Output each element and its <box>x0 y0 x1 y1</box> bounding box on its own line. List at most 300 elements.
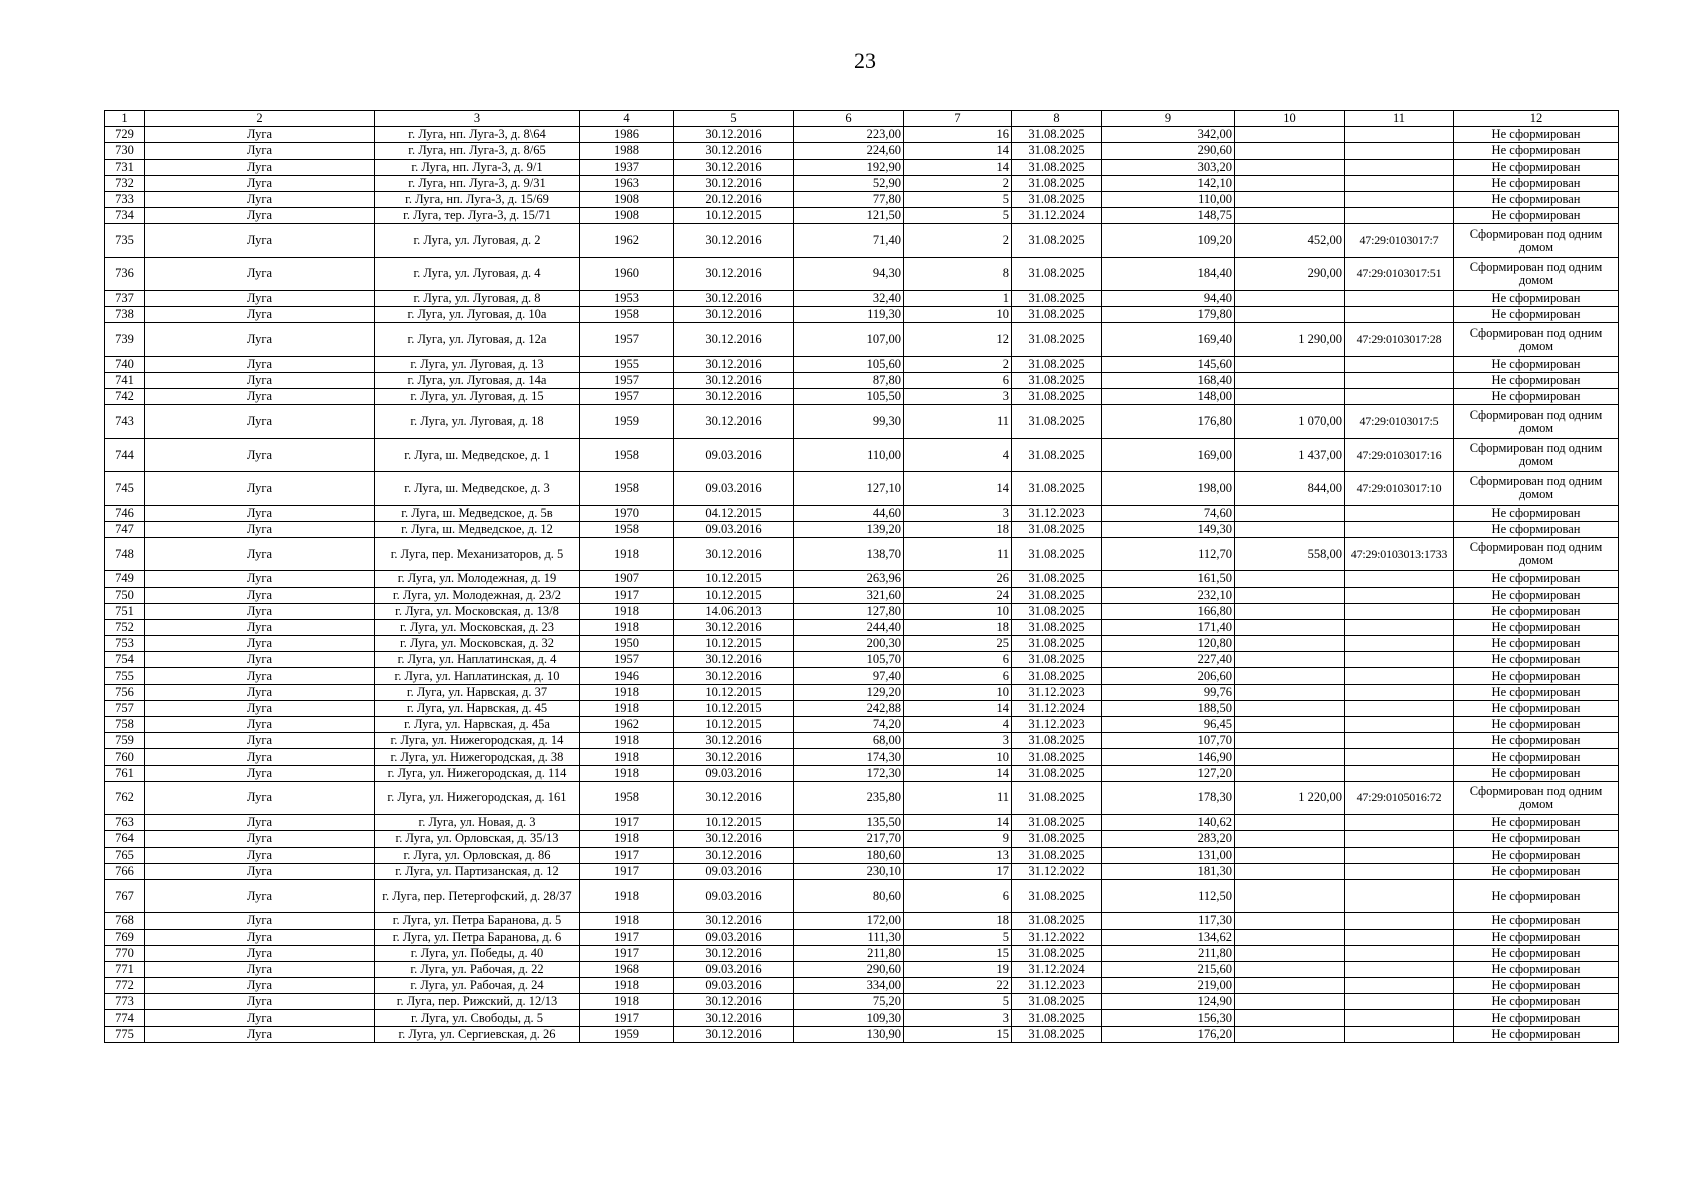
cadastral-number-cell: 47:29:0103017:16 <box>1345 438 1454 471</box>
address-cell: г. Луга, ул. Луговая, д. 10а <box>375 307 580 323</box>
year-built-cell: 1917 <box>580 587 674 603</box>
year-built-cell: 1918 <box>580 749 674 765</box>
land-status-cell: Не сформирован <box>1454 961 1619 977</box>
address-cell: г. Луга, ул. Сергиевская, д. 26 <box>375 1026 580 1042</box>
deadline-date-cell: 31.08.2025 <box>1012 175 1102 191</box>
land-status-cell: Сформирован под одним домом <box>1454 224 1619 257</box>
address-cell: г. Луга, ул. Орловская, д. 86 <box>375 847 580 863</box>
address-cell: г. Луга, ул. Луговая, д. 15 <box>375 389 580 405</box>
land-area-cell: 558,00 <box>1235 537 1345 570</box>
land-status-cell: Не сформирован <box>1454 571 1619 587</box>
settlement-cell: Луга <box>145 191 375 207</box>
land-status-cell: Не сформирован <box>1454 603 1619 619</box>
area-cell: 223,00 <box>794 127 904 143</box>
date-cell: 30.12.2016 <box>674 537 794 570</box>
column-header: 1 <box>105 111 145 127</box>
table-row <box>105 879 1619 912</box>
land-area-cell <box>1235 749 1345 765</box>
table-row <box>105 765 1619 781</box>
year-built-cell: 1908 <box>580 191 674 207</box>
settlement-cell: Луга <box>145 175 375 191</box>
land-area-cell <box>1235 619 1345 635</box>
land-status-cell: Сформирован под одним домом <box>1454 537 1619 570</box>
area-cell: 105,70 <box>794 652 904 668</box>
deadline-date-cell: 31.08.2025 <box>1012 257 1102 290</box>
cadastral-number-cell: 47:29:0103017:10 <box>1345 472 1454 505</box>
settlement-cell: Луга <box>145 438 375 471</box>
date-cell: 09.03.2016 <box>674 472 794 505</box>
deadline-date-cell: 31.12.2023 <box>1012 684 1102 700</box>
area-cell: 321,60 <box>794 587 904 603</box>
table-row <box>105 929 1619 945</box>
settlement-cell: Луга <box>145 781 375 814</box>
table-row <box>105 619 1619 635</box>
address-cell: г. Луга, ул. Луговая, д. 13 <box>375 356 580 372</box>
residents-count-cell: 11 <box>904 537 1012 570</box>
area-cell: 75,20 <box>794 994 904 1010</box>
year-built-cell: 1957 <box>580 323 674 356</box>
land-area-cell <box>1235 143 1345 159</box>
cost-cell: 149,30 <box>1102 521 1235 537</box>
cost-cell: 148,75 <box>1102 208 1235 224</box>
column-header: 5 <box>674 111 794 127</box>
residents-count-cell: 14 <box>904 472 1012 505</box>
table-row <box>105 994 1619 1010</box>
land-area-cell: 1 437,00 <box>1235 438 1345 471</box>
residents-count-cell: 14 <box>904 815 1012 831</box>
deadline-date-cell: 31.08.2025 <box>1012 587 1102 603</box>
date-cell: 10.12.2015 <box>674 571 794 587</box>
table-row <box>105 405 1619 438</box>
land-area-cell <box>1235 978 1345 994</box>
land-status-cell: Не сформирован <box>1454 863 1619 879</box>
row-number-cell: 750 <box>105 587 145 603</box>
settlement-cell: Луга <box>145 913 375 929</box>
table-row <box>105 913 1619 929</box>
residents-count-cell: 10 <box>904 749 1012 765</box>
deadline-date-cell: 31.08.2025 <box>1012 291 1102 307</box>
date-cell: 30.12.2016 <box>674 127 794 143</box>
year-built-cell: 1958 <box>580 781 674 814</box>
column-header: 8 <box>1012 111 1102 127</box>
land-area-cell <box>1235 1026 1345 1042</box>
address-cell: г. Луга, нп. Луга-3, д. 15/69 <box>375 191 580 207</box>
land-area-cell: 1 290,00 <box>1235 323 1345 356</box>
residents-count-cell: 6 <box>904 879 1012 912</box>
cadastral-number-cell <box>1345 619 1454 635</box>
date-cell: 04.12.2015 <box>674 505 794 521</box>
deadline-date-cell: 31.08.2025 <box>1012 815 1102 831</box>
year-built-cell: 1907 <box>580 571 674 587</box>
date-cell: 09.03.2016 <box>674 521 794 537</box>
land-status-cell: Не сформирован <box>1454 831 1619 847</box>
land-status-cell: Не сформирован <box>1454 847 1619 863</box>
housing-table <box>104 110 1619 1043</box>
land-area-cell <box>1235 373 1345 389</box>
address-cell: г. Луга, ул. Нижегородская, д. 14 <box>375 733 580 749</box>
address-cell: г. Луга, ул. Нижегородская, д. 38 <box>375 749 580 765</box>
column-header: 9 <box>1102 111 1235 127</box>
table-row <box>105 389 1619 405</box>
date-cell: 30.12.2016 <box>674 405 794 438</box>
row-number-cell: 775 <box>105 1026 145 1042</box>
row-number-cell: 767 <box>105 879 145 912</box>
date-cell: 09.03.2016 <box>674 879 794 912</box>
cadastral-number-cell <box>1345 945 1454 961</box>
row-number-cell: 757 <box>105 700 145 716</box>
cost-cell: 131,00 <box>1102 847 1235 863</box>
settlement-cell: Луга <box>145 863 375 879</box>
land-status-cell: Не сформирован <box>1454 913 1619 929</box>
table-row <box>105 356 1619 372</box>
row-number-cell: 771 <box>105 961 145 977</box>
residents-count-cell: 8 <box>904 257 1012 290</box>
address-cell: г. Луга, ул. Рабочая, д. 24 <box>375 978 580 994</box>
residents-count-cell: 25 <box>904 636 1012 652</box>
land-status-cell: Не сформирован <box>1454 389 1619 405</box>
cost-cell: 176,20 <box>1102 1026 1235 1042</box>
land-status-cell: Не сформирован <box>1454 636 1619 652</box>
settlement-cell: Луга <box>145 733 375 749</box>
cadastral-number-cell <box>1345 505 1454 521</box>
settlement-cell: Луга <box>145 619 375 635</box>
land-area-cell <box>1235 636 1345 652</box>
row-number-cell: 736 <box>105 257 145 290</box>
land-area-cell <box>1235 847 1345 863</box>
table-row <box>105 224 1619 257</box>
cadastral-number-cell <box>1345 652 1454 668</box>
year-built-cell: 1917 <box>580 1010 674 1026</box>
cadastral-number-cell: 47:29:0105016:72 <box>1345 781 1454 814</box>
address-cell: г. Луга, ул. Луговая, д. 18 <box>375 405 580 438</box>
row-number-cell: 752 <box>105 619 145 635</box>
table-row <box>105 191 1619 207</box>
column-header: 7 <box>904 111 1012 127</box>
settlement-cell: Луга <box>145 373 375 389</box>
settlement-cell: Луга <box>145 717 375 733</box>
deadline-date-cell: 31.08.2025 <box>1012 668 1102 684</box>
area-cell: 121,50 <box>794 208 904 224</box>
area-cell: 172,30 <box>794 765 904 781</box>
row-number-cell: 734 <box>105 208 145 224</box>
residents-count-cell: 2 <box>904 356 1012 372</box>
deadline-date-cell: 31.08.2025 <box>1012 781 1102 814</box>
table-row <box>105 143 1619 159</box>
date-cell: 30.12.2016 <box>674 945 794 961</box>
address-cell: г. Луга, ул. Петра Баранова, д. 5 <box>375 913 580 929</box>
settlement-cell: Луга <box>145 668 375 684</box>
cost-cell: 146,90 <box>1102 749 1235 765</box>
year-built-cell: 1963 <box>580 175 674 191</box>
table-row <box>105 537 1619 570</box>
land-area-cell <box>1235 291 1345 307</box>
settlement-cell: Луга <box>145 1010 375 1026</box>
row-number-cell: 766 <box>105 863 145 879</box>
cadastral-number-cell: 47:29:0103017:51 <box>1345 257 1454 290</box>
table-row <box>105 307 1619 323</box>
land-status-cell: Не сформирован <box>1454 717 1619 733</box>
row-number-cell: 747 <box>105 521 145 537</box>
cadastral-number-cell <box>1345 765 1454 781</box>
deadline-date-cell: 31.08.2025 <box>1012 224 1102 257</box>
cost-cell: 227,40 <box>1102 652 1235 668</box>
area-cell: 110,00 <box>794 438 904 471</box>
table-row <box>105 127 1619 143</box>
cadastral-number-cell <box>1345 879 1454 912</box>
land-status-cell: Не сформирован <box>1454 815 1619 831</box>
cost-cell: 171,40 <box>1102 619 1235 635</box>
land-area-cell <box>1235 945 1345 961</box>
land-area-cell <box>1235 684 1345 700</box>
settlement-cell: Луга <box>145 159 375 175</box>
deadline-date-cell: 31.08.2025 <box>1012 994 1102 1010</box>
land-area-cell <box>1235 815 1345 831</box>
address-cell: г. Луга, ш. Медведское, д. 5в <box>375 505 580 521</box>
cost-cell: 145,60 <box>1102 356 1235 372</box>
deadline-date-cell: 31.12.2022 <box>1012 863 1102 879</box>
deadline-date-cell: 31.08.2025 <box>1012 373 1102 389</box>
date-cell: 20.12.2016 <box>674 191 794 207</box>
table-row <box>105 700 1619 716</box>
cadastral-number-cell <box>1345 684 1454 700</box>
cost-cell: 161,50 <box>1102 571 1235 587</box>
row-number-cell: 740 <box>105 356 145 372</box>
cadastral-number-cell <box>1345 587 1454 603</box>
table-row <box>105 472 1619 505</box>
table-row <box>105 781 1619 814</box>
date-cell: 09.03.2016 <box>674 438 794 471</box>
deadline-date-cell: 31.08.2025 <box>1012 652 1102 668</box>
address-cell: г. Луга, ул. Нарвская, д. 45 <box>375 700 580 716</box>
deadline-date-cell: 31.12.2024 <box>1012 700 1102 716</box>
residents-count-cell: 11 <box>904 781 1012 814</box>
cost-cell: 107,70 <box>1102 733 1235 749</box>
cost-cell: 109,20 <box>1102 224 1235 257</box>
land-area-cell: 290,00 <box>1235 257 1345 290</box>
row-number-cell: 753 <box>105 636 145 652</box>
row-number-cell: 730 <box>105 143 145 159</box>
year-built-cell: 1918 <box>580 831 674 847</box>
address-cell: г. Луга, ул. Московская, д. 23 <box>375 619 580 635</box>
area-cell: 105,50 <box>794 389 904 405</box>
land-status-cell: Не сформирован <box>1454 879 1619 912</box>
column-header: 4 <box>580 111 674 127</box>
land-area-cell <box>1235 159 1345 175</box>
date-cell: 30.12.2016 <box>674 159 794 175</box>
year-built-cell: 1958 <box>580 472 674 505</box>
address-cell: г. Луга, ул. Луговая, д. 2 <box>375 224 580 257</box>
residents-count-cell: 10 <box>904 307 1012 323</box>
address-cell: г. Луга, ул. Наплатинская, д. 4 <box>375 652 580 668</box>
area-cell: 244,40 <box>794 619 904 635</box>
address-cell: г. Луга, ул. Рабочая, д. 22 <box>375 961 580 977</box>
deadline-date-cell: 31.08.2025 <box>1012 405 1102 438</box>
table-row <box>105 373 1619 389</box>
row-number-cell: 729 <box>105 127 145 143</box>
settlement-cell: Луга <box>145 505 375 521</box>
land-status-cell: Не сформирован <box>1454 127 1619 143</box>
area-cell: 174,30 <box>794 749 904 765</box>
land-area-cell <box>1235 717 1345 733</box>
date-cell: 30.12.2016 <box>674 373 794 389</box>
address-cell: г. Луга, ул. Партизанская, д. 12 <box>375 863 580 879</box>
year-built-cell: 1957 <box>580 373 674 389</box>
area-cell: 235,80 <box>794 781 904 814</box>
cost-cell: 283,20 <box>1102 831 1235 847</box>
land-area-cell: 1 070,00 <box>1235 405 1345 438</box>
cadastral-number-cell <box>1345 389 1454 405</box>
row-number-cell: 761 <box>105 765 145 781</box>
year-built-cell: 1953 <box>580 291 674 307</box>
cadastral-number-cell <box>1345 978 1454 994</box>
year-built-cell: 1908 <box>580 208 674 224</box>
residents-count-cell: 15 <box>904 1026 1012 1042</box>
address-cell: г. Луга, ул. Молодежная, д. 23/2 <box>375 587 580 603</box>
area-cell: 172,00 <box>794 913 904 929</box>
land-area-cell <box>1235 668 1345 684</box>
land-area-cell: 844,00 <box>1235 472 1345 505</box>
deadline-date-cell: 31.08.2025 <box>1012 537 1102 570</box>
cost-cell: 169,40 <box>1102 323 1235 356</box>
land-status-cell: Не сформирован <box>1454 191 1619 207</box>
row-number-cell: 756 <box>105 684 145 700</box>
column-header: 2 <box>145 111 375 127</box>
row-number-cell: 774 <box>105 1010 145 1026</box>
date-cell: 30.12.2016 <box>674 733 794 749</box>
settlement-cell: Луга <box>145 749 375 765</box>
land-status-cell: Не сформирован <box>1454 356 1619 372</box>
settlement-cell: Луга <box>145 127 375 143</box>
settlement-cell: Луга <box>145 257 375 290</box>
land-area-cell <box>1235 208 1345 224</box>
date-cell: 30.12.2016 <box>674 1010 794 1026</box>
deadline-date-cell: 31.08.2025 <box>1012 389 1102 405</box>
deadline-date-cell: 31.08.2025 <box>1012 159 1102 175</box>
table-row <box>105 815 1619 831</box>
row-number-cell: 743 <box>105 405 145 438</box>
cost-cell: 188,50 <box>1102 700 1235 716</box>
land-status-cell: Не сформирован <box>1454 505 1619 521</box>
cadastral-number-cell <box>1345 717 1454 733</box>
table-row <box>105 652 1619 668</box>
cadastral-number-cell <box>1345 929 1454 945</box>
year-built-cell: 1959 <box>580 405 674 438</box>
cost-cell: 156,30 <box>1102 1010 1235 1026</box>
row-number-cell: 762 <box>105 781 145 814</box>
year-built-cell: 1918 <box>580 765 674 781</box>
deadline-date-cell: 31.08.2025 <box>1012 603 1102 619</box>
area-cell: 119,30 <box>794 307 904 323</box>
address-cell: г. Луга, нп. Луга-3, д. 9/1 <box>375 159 580 175</box>
residents-count-cell: 3 <box>904 733 1012 749</box>
year-built-cell: 1957 <box>580 389 674 405</box>
table-row <box>105 603 1619 619</box>
date-cell: 30.12.2016 <box>674 652 794 668</box>
land-status-cell: Не сформирован <box>1454 619 1619 635</box>
residents-count-cell: 2 <box>904 175 1012 191</box>
address-cell: г. Луга, ул. Нижегородская, д. 161 <box>375 781 580 814</box>
settlement-cell: Луга <box>145 700 375 716</box>
cost-cell: 134,62 <box>1102 929 1235 945</box>
cadastral-number-cell <box>1345 847 1454 863</box>
cadastral-number-cell <box>1345 307 1454 323</box>
land-status-cell: Не сформирован <box>1454 945 1619 961</box>
cost-cell: 176,80 <box>1102 405 1235 438</box>
cost-cell: 232,10 <box>1102 587 1235 603</box>
land-status-cell: Сформирован под одним домом <box>1454 472 1619 505</box>
year-built-cell: 1917 <box>580 863 674 879</box>
deadline-date-cell: 31.08.2025 <box>1012 879 1102 912</box>
date-cell: 10.12.2015 <box>674 208 794 224</box>
cost-cell: 120,80 <box>1102 636 1235 652</box>
cost-cell: 290,60 <box>1102 143 1235 159</box>
land-status-cell: Не сформирован <box>1454 668 1619 684</box>
land-status-cell: Не сформирован <box>1454 652 1619 668</box>
row-number-cell: 738 <box>105 307 145 323</box>
deadline-date-cell: 31.08.2025 <box>1012 913 1102 929</box>
row-number-cell: 746 <box>105 505 145 521</box>
address-cell: г. Луга, ул. Нижегородская, д. 114 <box>375 765 580 781</box>
address-cell: г. Луга, ул. Новая, д. 3 <box>375 815 580 831</box>
settlement-cell: Луга <box>145 815 375 831</box>
address-cell: г. Луга, ш. Медведское, д. 12 <box>375 521 580 537</box>
table-row <box>105 749 1619 765</box>
land-status-cell: Не сформирован <box>1454 929 1619 945</box>
residents-count-cell: 6 <box>904 652 1012 668</box>
table-row <box>105 684 1619 700</box>
table-row <box>105 159 1619 175</box>
residents-count-cell: 17 <box>904 863 1012 879</box>
deadline-date-cell: 31.08.2025 <box>1012 521 1102 537</box>
address-cell: г. Луга, ул. Наплатинская, д. 10 <box>375 668 580 684</box>
address-cell: г. Луга, ул. Свободы, д. 5 <box>375 1010 580 1026</box>
settlement-cell: Луга <box>145 537 375 570</box>
cadastral-number-cell <box>1345 127 1454 143</box>
cadastral-number-cell <box>1345 1010 1454 1026</box>
cadastral-number-cell <box>1345 356 1454 372</box>
deadline-date-cell: 31.08.2025 <box>1012 945 1102 961</box>
land-status-cell: Не сформирован <box>1454 208 1619 224</box>
land-status-cell: Не сформирован <box>1454 291 1619 307</box>
settlement-cell: Луга <box>145 389 375 405</box>
cadastral-number-cell <box>1345 733 1454 749</box>
land-status-cell: Не сформирован <box>1454 733 1619 749</box>
area-cell: 217,70 <box>794 831 904 847</box>
land-status-cell: Не сформирован <box>1454 1026 1619 1042</box>
cost-cell: 74,60 <box>1102 505 1235 521</box>
table-row <box>105 945 1619 961</box>
area-cell: 105,60 <box>794 356 904 372</box>
date-cell: 30.12.2016 <box>674 175 794 191</box>
cost-cell: 181,30 <box>1102 863 1235 879</box>
land-area-cell <box>1235 603 1345 619</box>
year-built-cell: 1918 <box>580 879 674 912</box>
deadline-date-cell: 31.08.2025 <box>1012 571 1102 587</box>
row-number-cell: 755 <box>105 668 145 684</box>
area-cell: 44,60 <box>794 505 904 521</box>
land-status-cell: Сформирован под одним домом <box>1454 323 1619 356</box>
land-area-cell <box>1235 652 1345 668</box>
area-cell: 334,00 <box>794 978 904 994</box>
date-cell: 10.12.2015 <box>674 636 794 652</box>
row-number-cell: 772 <box>105 978 145 994</box>
area-cell: 107,00 <box>794 323 904 356</box>
cost-cell: 148,00 <box>1102 389 1235 405</box>
row-number-cell: 735 <box>105 224 145 257</box>
table-row <box>105 571 1619 587</box>
area-cell: 200,30 <box>794 636 904 652</box>
row-number-cell: 773 <box>105 994 145 1010</box>
